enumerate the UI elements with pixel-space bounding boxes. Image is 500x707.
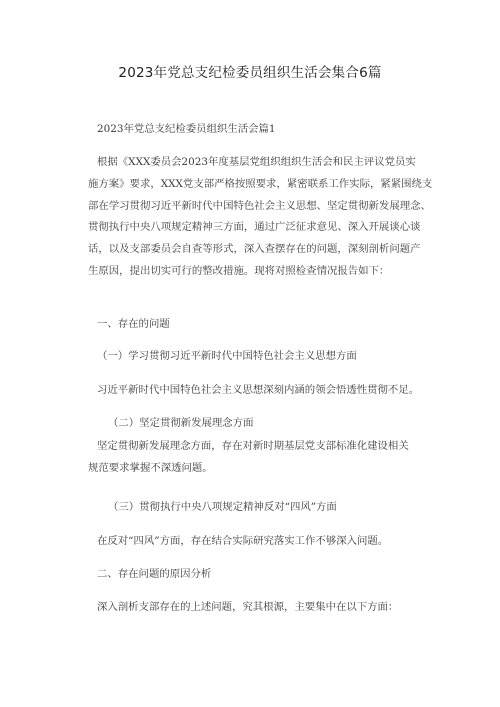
- subsection2-line: 坚定贯彻新发展理念方面，存在对新时期基层党支部标准化建设相关: [97, 440, 409, 452]
- intro-line: 施方案》要求，XXX党支部严格按照要求，紧密联系工作实际，紧紧围绕支: [88, 177, 433, 190]
- intro-line: 话，以及支部委员会自查等形式，深入查摆存在的问题，深刻剖析问题产: [88, 243, 421, 256]
- intro-line: 部在学习贯彻习近平新时代中国特色社会主义思想、坚定贯彻新发展理念、: [88, 199, 431, 212]
- intro-line: 生原因，提出切实可行的整改措施。现将对照检查情况报告如下：: [88, 264, 390, 277]
- subsection2-line: 规范要求掌握不深透问题。: [88, 461, 213, 474]
- subsection2-paragraph: [88, 436, 418, 480]
- section2-heading: 二、存在问题的原因分析: [97, 568, 212, 580]
- section2-text: 深入剖析支部存在的上述问题，究其根源，主要集中在以下方面：: [97, 601, 399, 613]
- subsection1-heading: （一）学习贯彻习近平新时代中国特色社会主义思想方面: [97, 350, 357, 362]
- intro-line: 贯彻执行中央八项规定精神三方面，通过广泛征求意见、深入开展谈心谈: [88, 221, 421, 234]
- subsection3-text: 在反对“四风”方面，存在结合实际研究落实工作不够深入问题。: [97, 535, 389, 547]
- section1-heading: 一、存在的问题: [97, 318, 170, 330]
- document-title: 2023年党总支纪检委员组织生活会集合6篇: [118, 65, 382, 81]
- subsection2-heading: （二）坚定贯彻新发展理念方面: [108, 417, 254, 429]
- subsection3-heading: （三）贯彻执行中央八项规定精神反对“四风”方面: [108, 501, 337, 513]
- section-subtitle: 2023年党总支纪检委员组织生活会篇1: [97, 123, 276, 135]
- subsection1-text: 习近平新时代中国特色社会主义思想深刻内涵的领会悟透性贯彻不足。: [97, 384, 420, 396]
- intro-paragraph: [88, 152, 433, 283]
- intro-line: 根据《XXX委员会2023年度基层党组织组织生活会和民主评议党员实: [97, 156, 416, 168]
